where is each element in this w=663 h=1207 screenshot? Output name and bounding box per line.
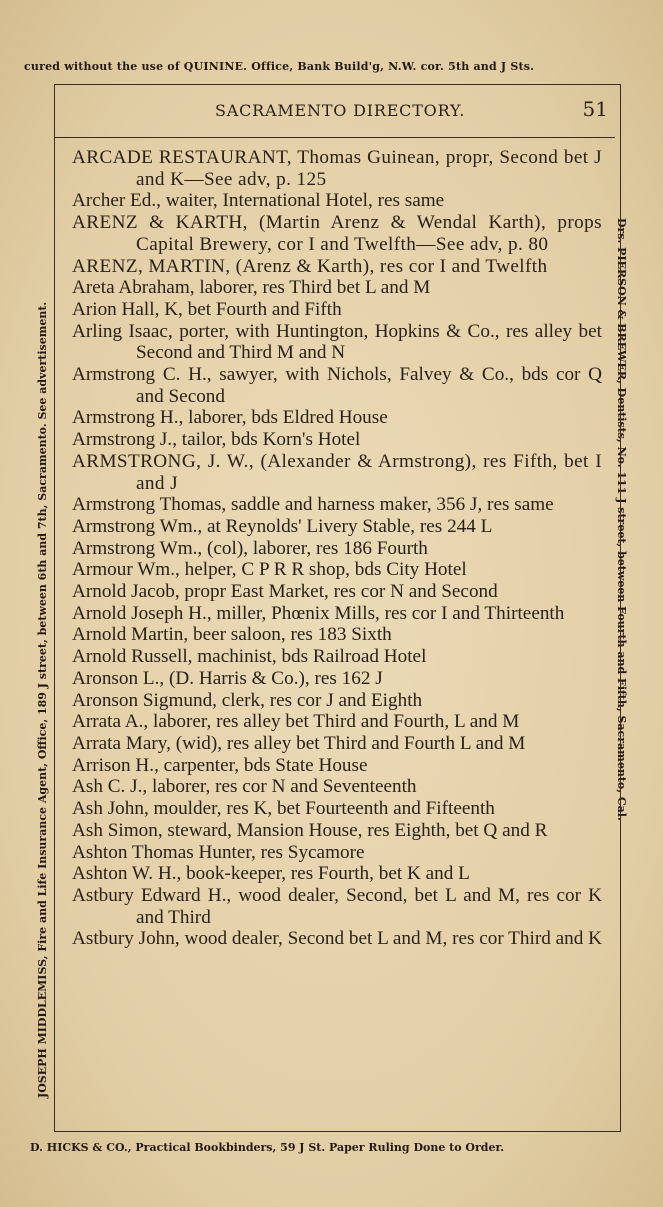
left-margin-advertisement: JOSEPH MIDDLEMISS, Fire and Life Insurance Agent, Office, 189 J street, between 6th and 7th, Sacramento. See advertisement. [36,301,49,1098]
directory-entry: Arnold Martin, beer saloon, res 183 Sixth [72,624,392,646]
directory-entry: ARENZ, MARTIN, (Arenz & Karth), res cor I and Twelfth [72,255,548,277]
directory-entry: Arrison H., carpenter, bds State House [72,754,368,776]
directory-entry: Ash C. J., laborer, res cor N and Seventeenth [72,776,417,798]
header-rule [55,137,615,138]
page-number: 51 [582,97,608,121]
top-margin-advertisement: cured without the use of QUININE. Office, Bank Build'g, N.W. cor. 5th and J Sts. [24,60,535,73]
directory-entry: Arnold Joseph H., miller, Phœnix Mills, res cor I and Thirteenth [72,602,565,624]
directory-entry: Ash John, moulder, res K, bet Fourteenth and Fifteenth [72,798,495,820]
directory-entries [72,147,602,950]
directory-entry: Astbury John, wood dealer, Second bet L and M, res cor Third and K [72,928,602,950]
directory-entry: Archer Ed., waiter, International Hotel, res same [72,190,445,212]
directory-entry: Armstrong H., laborer, bds Eldred House [72,407,388,429]
directory-entry: Armstrong J., tailor, bds Korn's Hotel [72,429,361,451]
directory-entry: Aronson L., (D. Harris & Co.), res 162 J [72,667,383,689]
right-margin-advertisement: Drs. PIERSON & BREWER, Dentists, No. 111 J street, between Fourth and Fifth, Sacramento, Cal. [615,218,628,821]
directory-entry: ARCADE RESTAURANT, Thomas Guinean, propr, Second bet J and K—See adv, p. 125 [72,147,602,190]
directory-entry: Ashton Thomas Hunter, res Sycamore [72,841,365,863]
page-title: SACRAMENTO DIRECTORY. [215,101,466,120]
directory-entry: Armstrong C. H., sawyer, with Nichols, Falvey & Co., bds cor Q and Second [72,364,602,407]
directory-entry: ARENZ & KARTH, (Martin Arenz & Wendal Karth), props Capital Brewery, cor I and Twelfth—See adv, p. 80 [72,212,602,255]
directory-entry: Armstrong Wm., at Reynolds' Livery Stable, res 244 L [72,515,493,537]
directory-entry: Arling Isaac, porter, with Huntington, Hopkins & Co., res alley bet Second and Third M and N [72,320,602,364]
directory-entry: Armstrong Thomas, saddle and harness maker, 356 J, res same [72,494,554,516]
directory-entry: Armstrong Wm., (col), laborer, res 186 Fourth [72,537,428,559]
running-header [55,97,620,121]
directory-entry: ARMSTRONG, J. W., (Alexander & Armstrong), res Fifth, bet I and J [72,450,602,494]
directory-entry: Arrata Mary, (wid), res alley bet Third and Fourth L and M [72,732,526,754]
directory-entry: Ash Simon, steward, Mansion House, res Eighth, bet Q and R [72,819,548,841]
directory-entry: Aronson Sigmund, clerk, res cor J and Eighth [72,689,423,711]
directory-entry: Astbury Edward H., wood dealer, Second, bet L and M, res cor K and Third [72,884,602,928]
directory-entry: Armour Wm., helper, C P R R shop, bds City Hotel [72,559,467,581]
bottom-margin-advertisement: D. HICKS & CO., Practical Bookbinders, 59 J St. Paper Ruling Done to Order. [30,1141,505,1154]
directory-entry: Ashton W. H., book-keeper, res Fourth, bet K and L [72,863,470,885]
directory-entry: Arnold Russell, machinist, bds Railroad Hotel [72,646,427,668]
directory-entry: Arion Hall, K, bet Fourth and Fifth [72,298,342,320]
page-frame [54,84,621,1132]
directory-entry: Arrata A., laborer, res alley bet Third and Fourth, L and M [72,711,520,733]
directory-entry: Areta Abraham, laborer, res Third bet L and M [72,277,431,299]
directory-entry: Arnold Jacob, propr East Market, res cor N and Second [72,581,498,603]
